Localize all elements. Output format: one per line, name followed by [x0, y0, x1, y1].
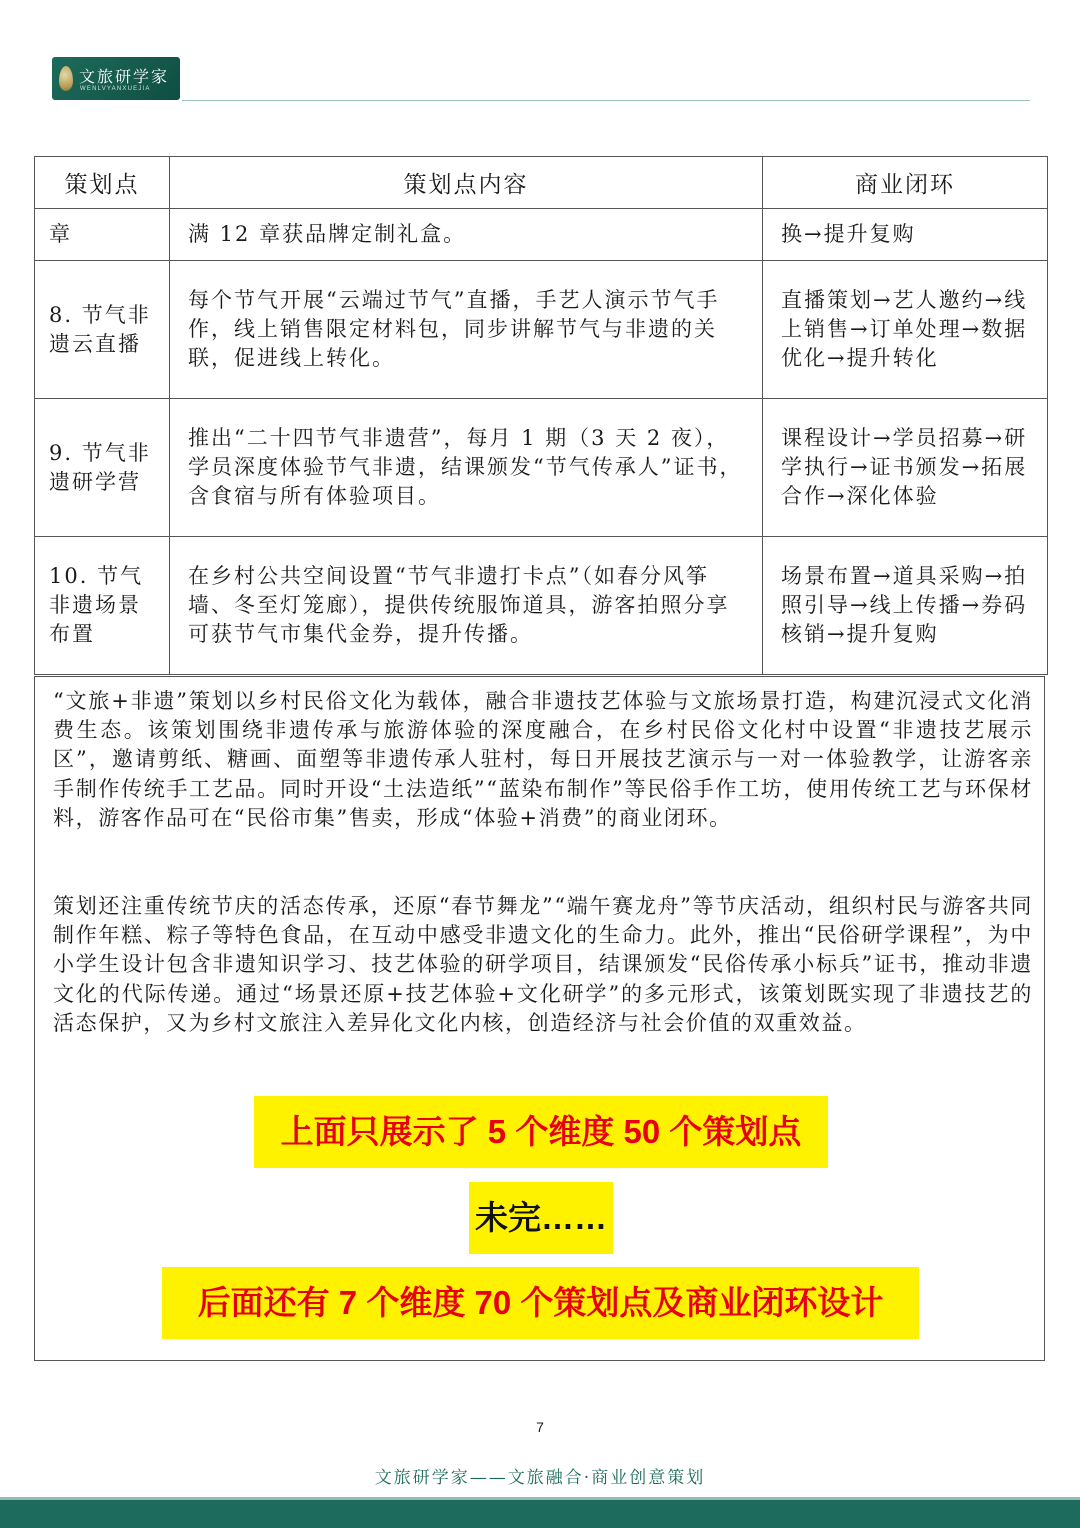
- cell-point: 章: [35, 209, 170, 261]
- column-header-point: 策划点: [35, 157, 170, 209]
- cell-loop: 直播策划→艺人邀约→线上销售→订单处理→数据优化→提升转化: [763, 261, 1048, 399]
- table-header-row: [35, 157, 1048, 209]
- footer-slogan: 文旅研学家——文旅融合·商业创意策划: [374, 1468, 706, 1488]
- highlight-banner-2: 未完……: [469, 1182, 613, 1254]
- cell-content: 推出“二十四节气非遗营”，每月 1 期（3 天 2 夜），学员深度体验节气非遗，结课颁发“节气传承人”证书，含食宿与所有体验项目。: [170, 399, 763, 537]
- header-divider: [182, 100, 1030, 101]
- logo-subtext: WENLVYANXUEJIA: [80, 86, 151, 92]
- logo-leaf-icon: [59, 66, 73, 91]
- brand-logo: [52, 57, 180, 100]
- logo-text: 文旅研学家: [79, 67, 170, 86]
- cell-point: 9. 节气非遗研学营: [35, 399, 170, 537]
- cell-loop: 课程设计→学员招募→研学执行→证书颁发→拓展合作→深化体验: [763, 399, 1048, 537]
- footer-bar: [0, 1500, 1080, 1528]
- table-row: [35, 537, 1048, 675]
- cell-loop: 场景布置→道具采购→拍照引导→线上传播→券码核销→提升复购: [763, 537, 1048, 675]
- summary-paragraph-2: 策划还注重传统节庆的活态传承，还原“春节舞龙”“端午赛龙舟”等节庆活动，组织村民与游客共同制作年糕、粽子等特色食品，在互动中感受非遗文化的生命力。此外，推出“民俗研学课程”，为中小学生设计包含非遗知识学习、技艺体验的研学项目，结课颁发“民俗传承小标兵”证书，推动非遗文化的代际传递。通过“场景还原+技艺体验+文化研学”的多元形式，该策划既实现了非遗技艺的活态保护，又为乡村文旅注入差异化文化内核，创造经济与社会价值的双重效益。: [53, 894, 1033, 1035]
- cell-content: 在乡村公共空间设置“节气非遗打卡点”（如春分风筝墙、冬至灯笼廊），提供传统服饰道具，游客拍照分享可获节气市集代金券，提升传播。: [170, 537, 763, 675]
- summary-paragraph-1: “文旅+非遗”策划以乡村民俗文化为载体，融合非遗技艺体验与文旅场景打造，构建沉浸式文化消费生态。该策划围绕非遗传承与旅游体验的深度融合，在乡村民俗文化村中设置“非遗技艺展示区”，邀请剪纸、糖画、面塑等非遗传承人驻村，每日开展技艺演示与一对一体验教学，让游客亲手制作传统手工艺品。同时开设“土法造纸”“蓝染布制作”等民俗手作工坊，使用传统工艺与环保材料，游客作品可在“民俗市集”售卖，形成“体验+消费”的商业闭环。: [53, 689, 1033, 830]
- cell-loop: 换→提升复购: [763, 209, 1048, 261]
- table-row: [35, 209, 1048, 261]
- summary-box: [34, 676, 1045, 1361]
- cell-point: 8. 节气非遗云直播: [35, 261, 170, 399]
- table-row: [35, 399, 1048, 537]
- planning-table: [34, 156, 1048, 675]
- column-header-content: 策划点内容: [170, 157, 763, 209]
- highlight-banner-1: 上面只展示了 5 个维度 50 个策划点: [254, 1096, 828, 1168]
- highlight-banner-3: 后面还有 7 个维度 70 个策划点及商业闭环设计: [162, 1267, 919, 1339]
- column-header-loop: 商业闭环: [763, 157, 1048, 209]
- cell-content: 满 12 章获品牌定制礼盒。: [170, 209, 763, 261]
- table-row: [35, 261, 1048, 399]
- page-number: 7: [536, 1419, 544, 1435]
- cell-content: 每个节气开展“云端过节气”直播，手艺人演示节气手作，线上销售限定材料包，同步讲解节气与非遗的关联，促进线上转化。: [170, 261, 763, 399]
- cell-point: 10. 节气非遗场景布置: [35, 537, 170, 675]
